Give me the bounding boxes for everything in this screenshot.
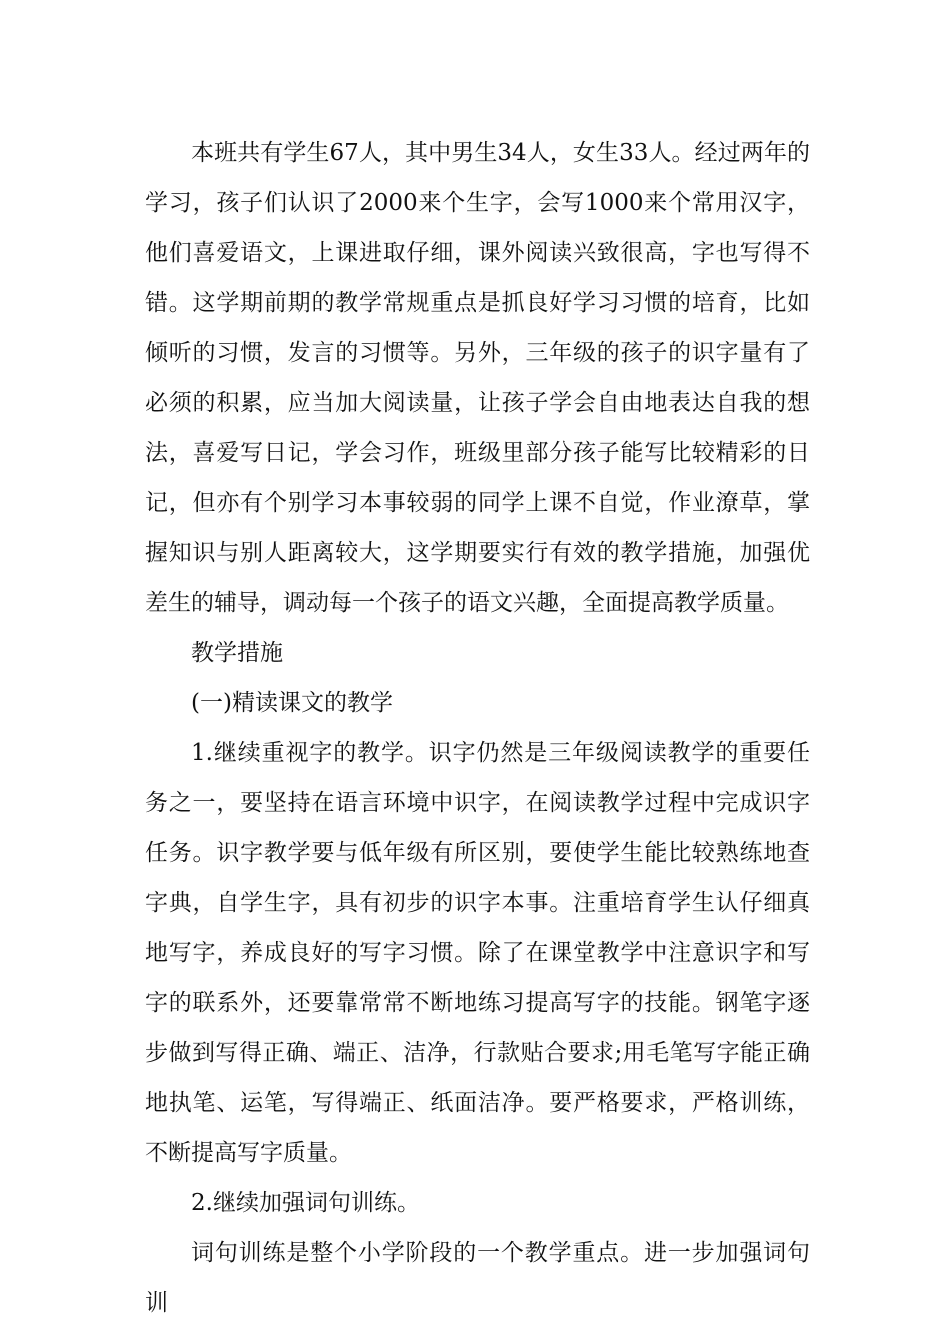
heading-teaching-measures: 教学措施 <box>191 640 283 666</box>
paragraph-word-sentence-training: 词句训练是整个小学阶段的一个教学重点。进一步加强词句训 <box>145 1240 810 1316</box>
heading-intensive-reading: (一)精读课文的教学 <box>191 690 393 716</box>
paragraph-class-overview: 本班共有学生67人，其中男生34人，女生33人。经过两年的学习，孩子们认识了2000来个生字，会写1000来个常用汉字，他们喜爱语文，上课进取仔细，课外阅读兴致很高，字也写得不错。这学期前期的教学常规重点是抓良好学习习惯的培育，比如倾听的习惯，发言的习惯等。另外，三年级的孩子的识字量有了必须的积累，应当加大阅读量，让孩子学会自由地表达自我的想法，喜爱写日记，学会习作，班级里部分孩子能写比较精彩的日记，但亦有个别学习本事较弱的同学上课不自觉，作业潦草，掌握知识与别人距离较大，这学期要实行有效的教学措施，加强优差生的辅导，调动每一个孩子的语文兴趣，全面提高教学质量。 <box>145 140 810 616</box>
heading-word-sentence-training: 2.继续加强词句训练。 <box>191 1190 420 1216</box>
paragraph-character-teaching: 1.继续重视字的教学。识字仍然是三年级阅读教学的重要任务之一，要坚持在语言环境中识字，在阅读教学过程中完成识字任务。识字教学要与低年级有所区别，要使学生能比较熟练地查字典，自学生字，具有初步的识字本事。注重培育学生认仔细真地写字，养成良好的写字习惯。除了在课堂教学中注意识字和写字的联系外，还要靠常常不断地练习提高写字的技能。钢笔字逐步做到写得正确、端正、洁净，行款贴合要求;用毛笔写字能正确地执笔、运笔，写得端正、纸面洁净。要严格要求，严格训练，不断提高写字质量。 <box>145 740 810 1166</box>
document-body <box>145 128 810 1328</box>
